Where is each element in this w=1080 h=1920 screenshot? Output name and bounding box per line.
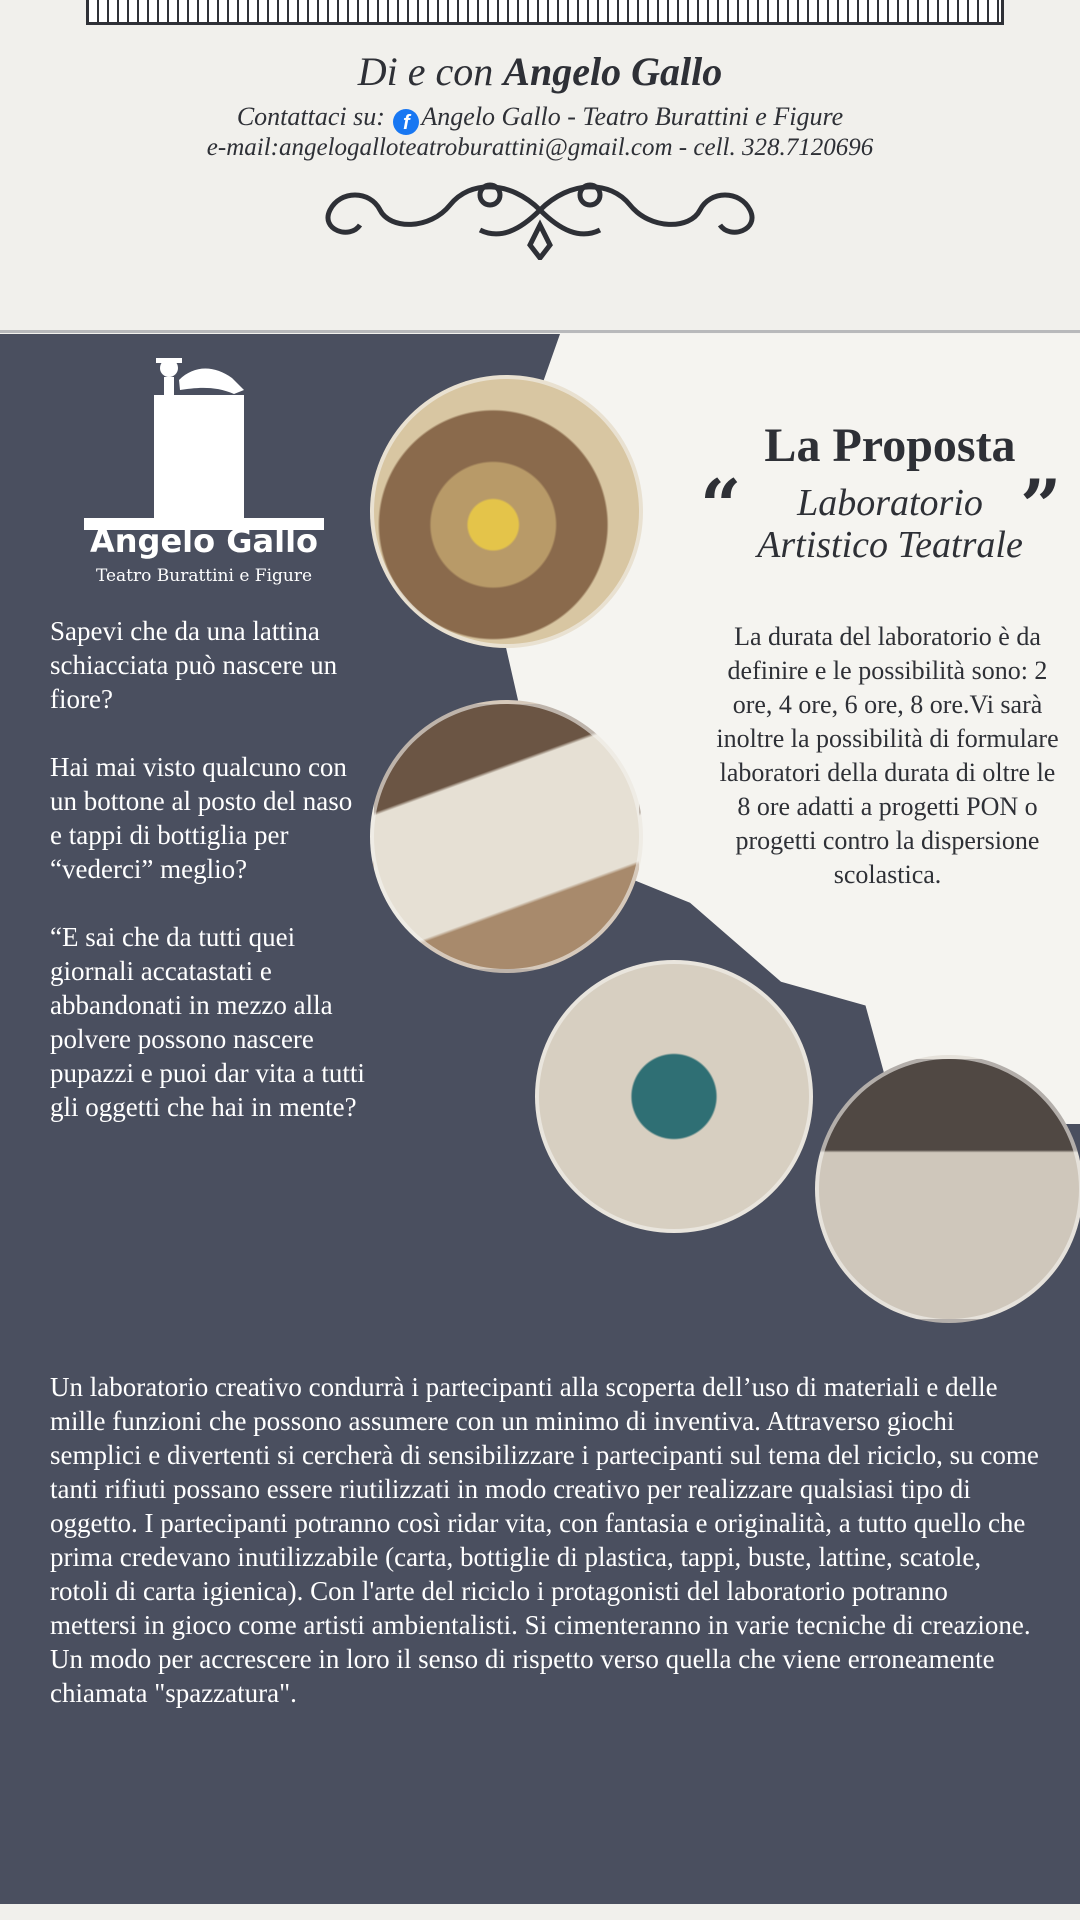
facebook-page-link[interactable]: Angelo Gallo - Teatro Burattini e Figure — [421, 102, 844, 131]
header-section — [0, 0, 1080, 330]
photo-puppeteer — [535, 960, 813, 1233]
photo-workshop-table — [370, 700, 643, 973]
proposal-body: La durata del laboratorio è da definire e le possibilità sono: 2 ore, 4 ore, 6 ore, 8 ore.Vi sarà inoltre la possibilità di formulare laboratori della durata di oltre le 8 ore adatti a progetti PON o progetti contro la dispersione scolastica. — [716, 622, 1059, 889]
intro-question-3: “E sai che da tutti quei giornali accatastati e abbandonati in mezzo alla polvere possono nascere pupazzi e puoi dar vita a tutti gli oggetti che hai in mente? — [50, 922, 365, 1122]
photo-puppet-eyes — [370, 375, 643, 648]
contact-line — [0, 102, 1080, 135]
byline-name: Angelo Gallo — [503, 49, 723, 94]
logo-subtitle: Teatro Burattini e Figure — [95, 566, 313, 586]
workshop-description: Un laboratorio creativo condurrà i partecipanti alla scoperta dell’uso di materiali e delle mille funzioni che possono assumere con un minimo di inventiva. Attraverso giochi semplici e divertenti si cercherà di sensibilizzare i partecipanti sul tema del riciclo, su come tanti rifiuti possano essere riutilizzati in modo creativo per realizzare qualsiasi tipo di oggetto. I partecipanti potranno così ridar vita, con fantasia e originalità, a tutto quello che prima credevano inutilizzabile (carta, bottiglie di plastica, tappi, buste, lattine, scatole, rotoli di carta igienica). Con l'arte del riciclo i protagonisti del laboratorio potranno mettersi in gioco come artisti ambientalisti. Si cimenteranno in varie tecniche di creazione. Un modo per accrescere in loro il senso di rispetto verso quella che viene erroneamente chiamata "spazzatura". — [50, 1372, 1039, 1708]
scroll-ornament-icon — [290, 170, 790, 260]
intro-question-1: Sapevi che da una lattina schiacciata può nascere un fiore? — [50, 616, 338, 714]
logo-title: Angelo Gallo — [89, 522, 319, 560]
proposal-subtitle-line-2: Artistico Teatrale — [757, 524, 1023, 566]
section-divider — [0, 330, 1080, 333]
contact-label: Contattaci su: — [236, 102, 385, 131]
intro-questions — [50, 614, 370, 1158]
email-phone-line[interactable]: e-mail:angelogalloteatroburattini@gmail.com - cell. 328.7120696 — [206, 134, 874, 161]
proposal-title: La Proposta — [764, 419, 1016, 472]
facebook-icon[interactable]: f — [393, 109, 419, 135]
bottom-strip — [0, 1904, 1080, 1920]
close-quote-icon: ” — [1020, 463, 1062, 548]
byline — [0, 48, 1080, 95]
photo-students — [815, 1055, 1080, 1323]
open-quote-icon: “ — [700, 463, 742, 548]
proposal-subtitle — [720, 482, 1060, 566]
byline-prefix: Di e con — [357, 49, 494, 94]
decorative-border — [86, 0, 1004, 25]
intro-question-2: Hai mai visto qualcuno con un bottone al posto del naso e tappi di bottiglia per “vederci” meglio? — [50, 752, 353, 884]
proposal-subtitle-line-1: Laboratorio — [797, 482, 983, 524]
